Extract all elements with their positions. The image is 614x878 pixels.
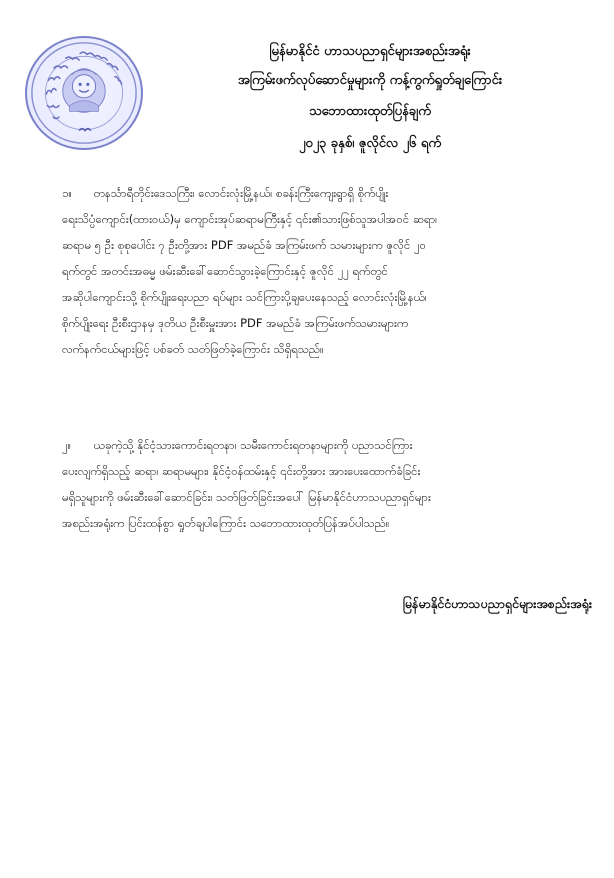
paragraph-1-line: စိုက်ပျိုးရေး ဦးစီးဌာနမှ ဒုတိယ ဦးစီးမှူးအား PDF အမည်ခံ အကြမ်းဖက်သမားများက: [62, 316, 409, 330]
header-date: ၂၀၂၃ ခုနှစ်၊ ဇူလိုင်လ ၂၆ ရက်: [298, 136, 442, 151]
paragraph-1-line: ရေးသိပ္ပံကျောင်း(ထားဝယ်)မှ ကျောင်းအုပ်ဆရာမကြီးနှင့် ၎င်း၏သားဖြစ်သူအပါအဝင် ဆရာ၊: [62, 212, 438, 226]
paragraph-2-number: ၂။: [62, 438, 72, 452]
paragraph-2-line: ပေးလျက်ရှိသည့် ဆရာ၊ ဆရာမများ၊ နိုင်ငံ့ဝန်ထမ်းနှင့် ၎င်းတို့အား အားပေးထောက်ခံခြင်း: [62, 464, 421, 478]
paragraph-2-line: [62, 432, 560, 458]
paragraph-2-line: အစည်းအရုံးက ပြင်းထန်စွာ ရှုတ်ချပါကြောင်း သဘောထားထုတ်ပြန်အပ်ပါသည်။: [62, 516, 390, 530]
header-org-name: မြန်မာနိုင်ငံ ဟာသပညာရှင်များအစည်းအရုံး: [269, 44, 471, 59]
paragraph-2-line-text: ယခုကဲ့သို့ နိုင်ငံ့သားကောင်းရတနာ၊ သမီးကောင်းရတနာများကို ပညာသင်ကြား: [93, 438, 413, 452]
paragraph-1-line: [62, 180, 560, 206]
seal-emblem-icon: [27, 38, 141, 148]
paragraph-1-line: ရက်တွင် အတင်းအဓမ္မ ဖမ်းဆီးခေါ်ဆောင်သွားခဲ့ကြောင်းနှင့် ဇူလိုင် ၂၂ ရက်တွင်: [62, 264, 388, 278]
closing-signature: မြန်မာနိုင်ငံဟာသပညာရှင်များအစည်းအရုံး: [402, 596, 592, 611]
paragraph-2: [62, 432, 560, 536]
paragraph-1: [62, 180, 560, 362]
paragraph-1-line: အဆိုပါကျောင်းသို့ စိုက်ပျိုးရေးပညာ ရပ်များ သင်ကြားပို့ချပေးနေသည့် လောင်းလုံးမြို့နယ်၊: [62, 290, 427, 304]
header-statement-type: သဘောထားထုတ်ပြန်ချက်: [309, 104, 431, 119]
paragraph-2-line: မရှိသူများကို ဖမ်းဆီးခေါ်ဆောင်ခြင်း၊ သတ်ဖြတ်ခြင်းအပေါ် မြန်မာနိုင်ငံဟာသပညာရှင်များ: [62, 490, 431, 504]
paragraph-1-line: ဆရာမ ၅ ဦး စုစုပေါင်း ၇ ဦးတို့အား PDF အမည်ခံ အကြမ်းဖက် သမားများက ဇူလိုင် ၂၀: [62, 238, 427, 252]
paragraph-1-line-text: တနင်္သာရီတိုင်းဒေသကြီး၊ လောင်းလုံးမြို့နယ်၊ စခန်းကြီးကျေးရွာရှိ စိုက်ပျိုး: [93, 186, 389, 200]
header-statement-subject: အကြမ်းဖက်လုပ်ဆောင်မှုများကို ကန့်ကွက်ရှုတ်ချကြောင်း: [237, 73, 503, 88]
organization-seal: [25, 36, 143, 150]
paragraph-1-number: ၁။: [62, 186, 72, 200]
paragraph-1-line: လက်နက်ငယ်များဖြင့် ပစ်ခတ် သတ်ဖြတ်ခဲ့ကြောင်း သိရှိရသည်။: [62, 342, 324, 356]
